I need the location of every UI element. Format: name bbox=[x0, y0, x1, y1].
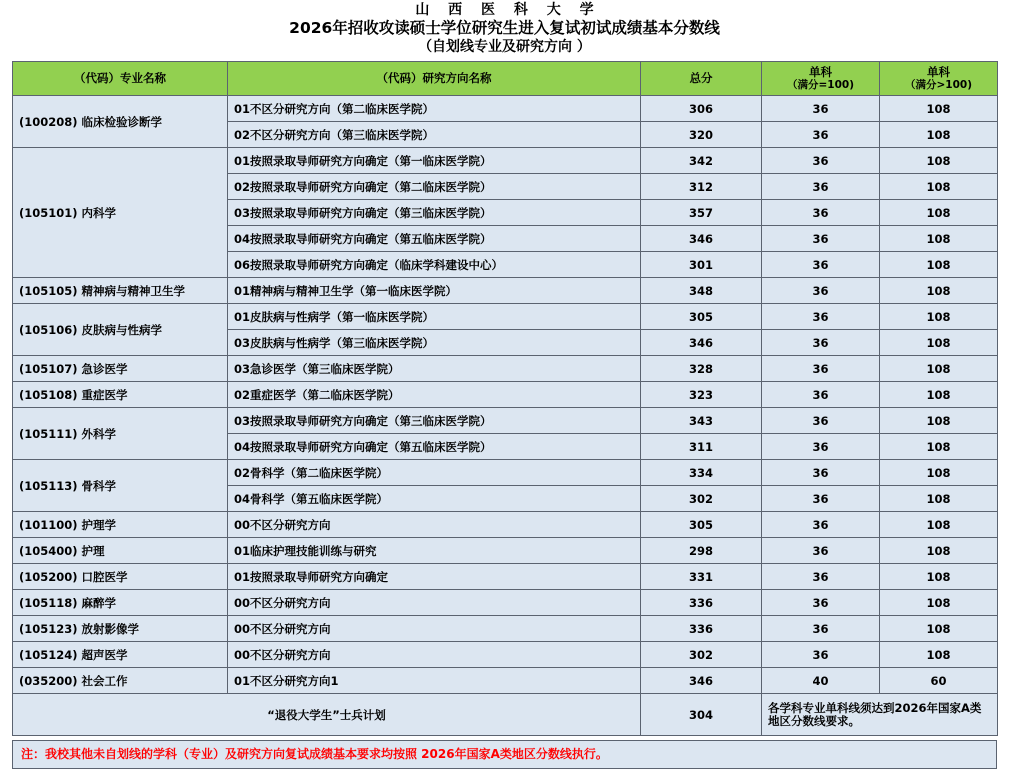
cell-research-direction: 01不区分研究方向1 bbox=[228, 668, 641, 694]
cell-total-score: 348 bbox=[641, 278, 762, 304]
table-row bbox=[13, 356, 998, 382]
cell-major-name: (105200) 口腔医学 bbox=[13, 564, 228, 590]
table-row bbox=[13, 382, 998, 408]
cell-research-direction: 00不区分研究方向 bbox=[228, 642, 641, 668]
cell-major-name: (105124) 超声医学 bbox=[13, 642, 228, 668]
table-row bbox=[13, 512, 998, 538]
table-row bbox=[13, 538, 998, 564]
cell-single-subject-eq100: 36 bbox=[762, 486, 880, 512]
table-row bbox=[13, 408, 998, 434]
cell-total-score: 305 bbox=[641, 304, 762, 330]
cell-major-name: (101100) 护理学 bbox=[13, 512, 228, 538]
cell-research-direction: 01按照录取导师研究方向确定 bbox=[228, 564, 641, 590]
cell-major-name: (105101) 内科学 bbox=[13, 148, 228, 278]
cell-total-score: 312 bbox=[641, 174, 762, 200]
cell-single-subject-eq100: 36 bbox=[762, 512, 880, 538]
cell-veteran-plan-total: 304 bbox=[641, 694, 762, 736]
cell-single-subject-gt100: 108 bbox=[880, 174, 998, 200]
header-single-subject-eq100 bbox=[762, 62, 880, 96]
cell-single-subject-gt100: 108 bbox=[880, 304, 998, 330]
cell-research-direction: 02按照录取导师研究方向确定（第二临床医学院） bbox=[228, 174, 641, 200]
score-table bbox=[12, 61, 998, 736]
cell-major-name: (105106) 皮肤病与性病学 bbox=[13, 304, 228, 356]
cell-total-score: 336 bbox=[641, 616, 762, 642]
university-name: 山 西 医 科 大 学 bbox=[415, 2, 601, 18]
cell-single-subject-gt100: 108 bbox=[880, 382, 998, 408]
footnote: 注：我校其他未自划线的学科（专业）及研究方向复试成绩基本要求均按照 2026年国家A类地区分数线执行。 bbox=[12, 740, 997, 769]
cell-research-direction: 00不区分研究方向 bbox=[228, 512, 641, 538]
cell-single-subject-gt100: 108 bbox=[880, 200, 998, 226]
cell-total-score: 301 bbox=[641, 252, 762, 278]
cell-single-subject-eq100: 36 bbox=[762, 408, 880, 434]
cell-single-subject-eq100: 36 bbox=[762, 226, 880, 252]
cell-research-direction: 03按照录取导师研究方向确定（第三临床医学院） bbox=[228, 408, 641, 434]
table-row bbox=[13, 642, 998, 668]
cell-research-direction: 03皮肤病与性病学（第三临床医学院） bbox=[228, 330, 641, 356]
cell-total-score: 323 bbox=[641, 382, 762, 408]
cell-single-subject-eq100: 36 bbox=[762, 356, 880, 382]
document-subtitle: （自划线专业及研究方向 ） bbox=[418, 39, 591, 55]
cell-major-name: (100208) 临床检验诊断学 bbox=[13, 96, 228, 148]
cell-research-direction: 01精神病与精神卫生学（第一临床医学院） bbox=[228, 278, 641, 304]
cell-research-direction: 02骨科学（第二临床医学院） bbox=[228, 460, 641, 486]
header-single-subject-gt100-main: 单科 bbox=[927, 65, 950, 79]
cell-single-subject-eq100: 36 bbox=[762, 564, 880, 590]
cell-single-subject-gt100: 108 bbox=[880, 486, 998, 512]
header-major: （代码）专业名称 bbox=[13, 62, 228, 96]
cell-research-direction: 01临床护理技能训练与研究 bbox=[228, 538, 641, 564]
cell-single-subject-eq100: 36 bbox=[762, 616, 880, 642]
cell-single-subject-gt100: 108 bbox=[880, 590, 998, 616]
cell-major-name: (105108) 重症医学 bbox=[13, 382, 228, 408]
cell-single-subject-eq100: 36 bbox=[762, 590, 880, 616]
cell-single-subject-eq100: 36 bbox=[762, 148, 880, 174]
table-body bbox=[13, 96, 998, 736]
table-row bbox=[13, 590, 998, 616]
cell-single-subject-eq100: 36 bbox=[762, 122, 880, 148]
document-main-title: 2026年招收攻读硕士学位研究生进入复试初试成绩基本分数线 bbox=[289, 19, 720, 37]
cell-single-subject-gt100: 108 bbox=[880, 564, 998, 590]
cell-single-subject-eq100: 36 bbox=[762, 96, 880, 122]
cell-single-subject-eq100: 36 bbox=[762, 252, 880, 278]
cell-research-direction: 04按照录取导师研究方向确定（第五临床医学院） bbox=[228, 226, 641, 252]
cell-research-direction: 00不区分研究方向 bbox=[228, 590, 641, 616]
cell-veteran-plan-label: “退役大学生”士兵计划 bbox=[13, 694, 641, 736]
table-row bbox=[13, 148, 998, 174]
cell-single-subject-eq100: 36 bbox=[762, 434, 880, 460]
cell-single-subject-gt100: 108 bbox=[880, 252, 998, 278]
cell-research-direction: 01按照录取导师研究方向确定（第一临床医学院） bbox=[228, 148, 641, 174]
cell-single-subject-gt100: 108 bbox=[880, 642, 998, 668]
cell-single-subject-gt100: 108 bbox=[880, 512, 998, 538]
cell-total-score: 311 bbox=[641, 434, 762, 460]
cell-major-name: (035200) 社会工作 bbox=[13, 668, 228, 694]
cell-research-direction: 04按照录取导师研究方向确定（第五临床医学院） bbox=[228, 434, 641, 460]
cell-research-direction: 00不区分研究方向 bbox=[228, 616, 641, 642]
cell-single-subject-gt100: 108 bbox=[880, 122, 998, 148]
cell-single-subject-eq100: 36 bbox=[762, 200, 880, 226]
cell-total-score: 336 bbox=[641, 590, 762, 616]
cell-total-score: 357 bbox=[641, 200, 762, 226]
cell-total-score: 306 bbox=[641, 96, 762, 122]
cell-major-name: (105105) 精神病与精神卫生学 bbox=[13, 278, 228, 304]
cell-total-score: 334 bbox=[641, 460, 762, 486]
table-row bbox=[13, 460, 998, 486]
cell-research-direction: 04骨科学（第五临床医学院） bbox=[228, 486, 641, 512]
header-direction: （代码）研究方向名称 bbox=[228, 62, 641, 96]
cell-single-subject-gt100: 108 bbox=[880, 616, 998, 642]
cell-single-subject-eq100: 36 bbox=[762, 330, 880, 356]
document-title-block bbox=[0, 0, 1009, 56]
header-single-subject-eq100-main: 单科 bbox=[809, 65, 832, 79]
header-single-subject-gt100-sub: （满分>100) bbox=[904, 79, 972, 91]
cell-single-subject-eq100: 36 bbox=[762, 278, 880, 304]
cell-research-direction: 02不区分研究方向（第三临床医学院） bbox=[228, 122, 641, 148]
cell-single-subject-gt100: 108 bbox=[880, 96, 998, 122]
table-header bbox=[13, 62, 998, 96]
cell-single-subject-gt100: 108 bbox=[880, 408, 998, 434]
cell-single-subject-gt100: 60 bbox=[880, 668, 998, 694]
cell-single-subject-gt100: 108 bbox=[880, 460, 998, 486]
table-row bbox=[13, 668, 998, 694]
cell-single-subject-gt100: 108 bbox=[880, 330, 998, 356]
cell-research-direction: 01皮肤病与性病学（第一临床医学院） bbox=[228, 304, 641, 330]
cell-single-subject-eq100: 36 bbox=[762, 174, 880, 200]
cell-veteran-plan-note: 各学科专业单科线须达到2026年国家A类地区分数线要求。 bbox=[762, 694, 998, 736]
cell-total-score: 343 bbox=[641, 408, 762, 434]
cell-single-subject-eq100: 36 bbox=[762, 538, 880, 564]
cell-research-direction: 06按照录取导师研究方向确定（临床学科建设中心） bbox=[228, 252, 641, 278]
cell-major-name: (105111) 外科学 bbox=[13, 408, 228, 460]
table-row bbox=[13, 564, 998, 590]
header-total-score: 总分 bbox=[641, 62, 762, 96]
cell-research-direction: 02重症医学（第二临床医学院） bbox=[228, 382, 641, 408]
cell-single-subject-gt100: 108 bbox=[880, 226, 998, 252]
cell-total-score: 320 bbox=[641, 122, 762, 148]
cell-single-subject-gt100: 108 bbox=[880, 278, 998, 304]
table-row bbox=[13, 96, 998, 122]
table-row bbox=[13, 616, 998, 642]
cell-major-name: (105118) 麻醉学 bbox=[13, 590, 228, 616]
cell-single-subject-eq100: 40 bbox=[762, 668, 880, 694]
cell-single-subject-gt100: 108 bbox=[880, 434, 998, 460]
cell-research-direction: 03急诊医学（第三临床医学院） bbox=[228, 356, 641, 382]
cell-total-score: 342 bbox=[641, 148, 762, 174]
cell-major-name: (105400) 护理 bbox=[13, 538, 228, 564]
cell-total-score: 302 bbox=[641, 642, 762, 668]
table-row-veteran-plan bbox=[13, 694, 998, 736]
header-row bbox=[13, 62, 998, 96]
header-single-subject-eq100-sub: （满分=100) bbox=[786, 79, 854, 91]
table-row bbox=[13, 278, 998, 304]
cell-total-score: 346 bbox=[641, 668, 762, 694]
table-row bbox=[13, 304, 998, 330]
cell-research-direction: 01不区分研究方向（第二临床医学院） bbox=[228, 96, 641, 122]
cell-total-score: 328 bbox=[641, 356, 762, 382]
cell-research-direction: 03按照录取导师研究方向确定（第三临床医学院） bbox=[228, 200, 641, 226]
cell-total-score: 346 bbox=[641, 330, 762, 356]
cell-total-score: 298 bbox=[641, 538, 762, 564]
header-single-subject-gt100 bbox=[880, 62, 998, 96]
cell-total-score: 331 bbox=[641, 564, 762, 590]
cell-single-subject-eq100: 36 bbox=[762, 382, 880, 408]
cell-major-name: (105107) 急诊医学 bbox=[13, 356, 228, 382]
score-table-wrapper bbox=[0, 56, 1009, 736]
cell-single-subject-eq100: 36 bbox=[762, 460, 880, 486]
cell-major-name: (105123) 放射影像学 bbox=[13, 616, 228, 642]
cell-total-score: 346 bbox=[641, 226, 762, 252]
cell-single-subject-eq100: 36 bbox=[762, 304, 880, 330]
cell-total-score: 305 bbox=[641, 512, 762, 538]
cell-single-subject-gt100: 108 bbox=[880, 356, 998, 382]
cell-major-name: (105113) 骨科学 bbox=[13, 460, 228, 512]
cell-total-score: 302 bbox=[641, 486, 762, 512]
cell-single-subject-gt100: 108 bbox=[880, 538, 998, 564]
cell-single-subject-gt100: 108 bbox=[880, 148, 998, 174]
cell-single-subject-eq100: 36 bbox=[762, 642, 880, 668]
